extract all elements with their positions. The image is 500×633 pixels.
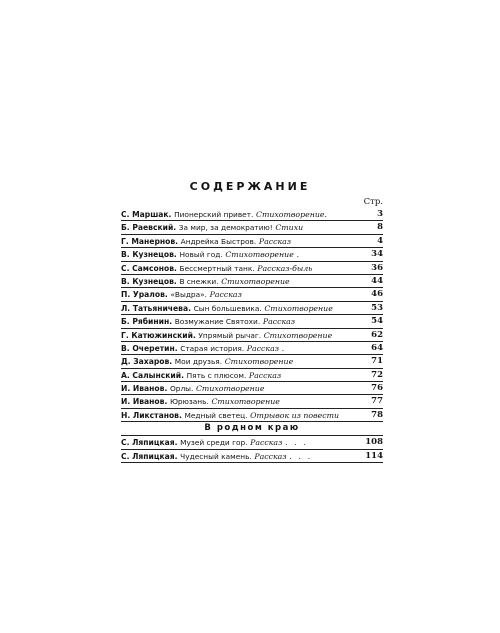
entry-page-number: 34 — [371, 249, 383, 260]
entry-page-number: 54 — [371, 316, 383, 327]
entry-genre: Рассказ — [254, 451, 287, 461]
entry-title: Упрямый рычаг. — [198, 330, 262, 340]
contents-entry — [121, 355, 383, 368]
entry-title: В снежки. — [179, 276, 219, 286]
contents-entries — [121, 208, 383, 422]
entry-genre: Стихотворение. — [256, 210, 327, 219]
entry-page-number: 36 — [371, 262, 383, 273]
contents-entry — [121, 436, 383, 449]
section-entries — [121, 436, 383, 463]
entry-page-number: 72 — [371, 369, 383, 380]
entry-page-number: 76 — [371, 383, 383, 394]
entry-author: С. Маршак. — [121, 210, 172, 219]
entry-genre: Рассказ — [246, 343, 279, 353]
contents-entry — [121, 248, 383, 261]
entry-author: И. Иванов. — [121, 384, 168, 394]
entry-title: Чудесный камень. — [180, 451, 252, 461]
entry-title: Пионерский привет. — [174, 210, 254, 219]
entry-leader: . . . — [289, 450, 313, 461]
entry-genre: Отрывок из повести — [250, 410, 340, 420]
entry-author: В. Очеретин. — [121, 343, 178, 353]
contents-entry — [121, 369, 383, 382]
entry-author: Г. Манернов. — [121, 236, 179, 246]
entry-author: С. Самсонов. — [121, 263, 177, 273]
contents-entry — [121, 450, 383, 463]
contents-entry — [121, 221, 383, 234]
entry-author: Л. Татьяничева. — [121, 303, 191, 313]
section-heading: В родном краю — [121, 422, 383, 436]
entry-genre: Рассказ — [209, 290, 242, 300]
contents-entry — [121, 329, 383, 342]
entry-title: Мои друзья. — [174, 357, 223, 367]
entry-title: За мир, за демократию! — [178, 223, 273, 233]
entry-page-number: 114 — [365, 450, 383, 461]
entry-genre: Рассказ — [258, 236, 292, 246]
entry-title: Новый год. — [179, 250, 223, 260]
contents-entry — [121, 382, 383, 395]
entry-title: Музей среди гор. — [180, 438, 248, 448]
entry-genre: Рассказ-быль — [257, 263, 313, 273]
contents-entry — [121, 315, 383, 328]
entry-page-number: 77 — [371, 396, 383, 407]
entry-page-number: 71 — [371, 356, 383, 367]
entry-author: П. Уралов. — [121, 290, 168, 300]
entry-genre: Стихотворение — [221, 276, 290, 286]
entry-author: А. Салынский. — [121, 370, 184, 380]
page-column-header: Стр. — [363, 197, 383, 207]
entry-genre: Стихи — [275, 223, 304, 233]
entry-genre: Стихотворение — [263, 330, 333, 340]
entry-genre: Рассказ — [250, 438, 283, 448]
entry-genre: Стихотворение — [211, 397, 280, 407]
entry-page-number: 78 — [371, 409, 383, 420]
entry-author: Б. Раевский. — [121, 223, 177, 233]
entry-leader: . — [281, 342, 287, 353]
contents-entry — [121, 275, 383, 288]
entry-genre: Рассказ — [262, 317, 296, 327]
entry-title: Бессмертный танк. — [179, 263, 255, 273]
entry-genre: Стихотворение — [195, 384, 265, 394]
entry-leader: . . . — [284, 437, 308, 448]
contents-heading: СОДЕРЖАНИЕ — [189, 180, 311, 193]
entry-author: Г. Катюжинский. — [121, 330, 196, 340]
entry-page-number: 4 — [377, 235, 383, 246]
contents-entry — [121, 395, 383, 408]
entry-leader: . — [296, 249, 302, 260]
entry-author: Б. Рябинин. — [121, 317, 173, 327]
contents-entry — [121, 208, 383, 221]
contents-entry — [121, 409, 383, 422]
entry-genre: Рассказ — [248, 370, 282, 380]
entry-title: Сын большевика. — [193, 303, 262, 313]
entry-page-number: 53 — [371, 302, 383, 313]
table-of-contents — [121, 208, 383, 463]
entry-author: Н. Ликстанов. — [121, 410, 182, 420]
entry-title: Возмужание Святохи. — [174, 317, 261, 327]
entry-title: Медный светец. — [184, 410, 248, 420]
contents-entry — [121, 302, 383, 315]
contents-entry — [121, 235, 383, 248]
entry-author: С. Ляпицкая. — [121, 438, 178, 448]
entry-page-number: 8 — [377, 222, 383, 233]
entry-author: В. Кузнецов. — [121, 276, 177, 286]
entry-author: С. Ляпицкая. — [121, 451, 178, 461]
entry-page-number: 46 — [371, 289, 383, 300]
entry-page-number: 64 — [371, 342, 383, 353]
entry-genre: Стихотворение — [224, 357, 294, 367]
entry-title: Орлы. — [169, 384, 194, 394]
entry-author: И. Иванов. — [121, 397, 168, 407]
entry-title: Старая история. — [180, 343, 245, 353]
entry-title: Юрюзань. — [169, 397, 209, 407]
entry-page-number: 3 — [377, 209, 383, 219]
contents-entry — [121, 342, 383, 355]
entry-genre: Стихотворение — [225, 250, 294, 260]
contents-entry — [121, 288, 383, 301]
entry-author: Д. Захаров. — [121, 357, 173, 367]
entry-genre: Стихотворение — [264, 303, 333, 313]
entry-page-number: 44 — [371, 275, 383, 286]
entry-title: Пять с плюсом. — [186, 370, 247, 380]
entry-title: Андрейка Быстров. — [180, 236, 257, 246]
entry-page-number: 108 — [365, 437, 383, 448]
entry-author: В. Кузнецов. — [121, 250, 177, 260]
contents-entry — [121, 262, 383, 275]
entry-title: «Выдра». — [170, 290, 208, 300]
entry-page-number: 62 — [371, 329, 383, 340]
